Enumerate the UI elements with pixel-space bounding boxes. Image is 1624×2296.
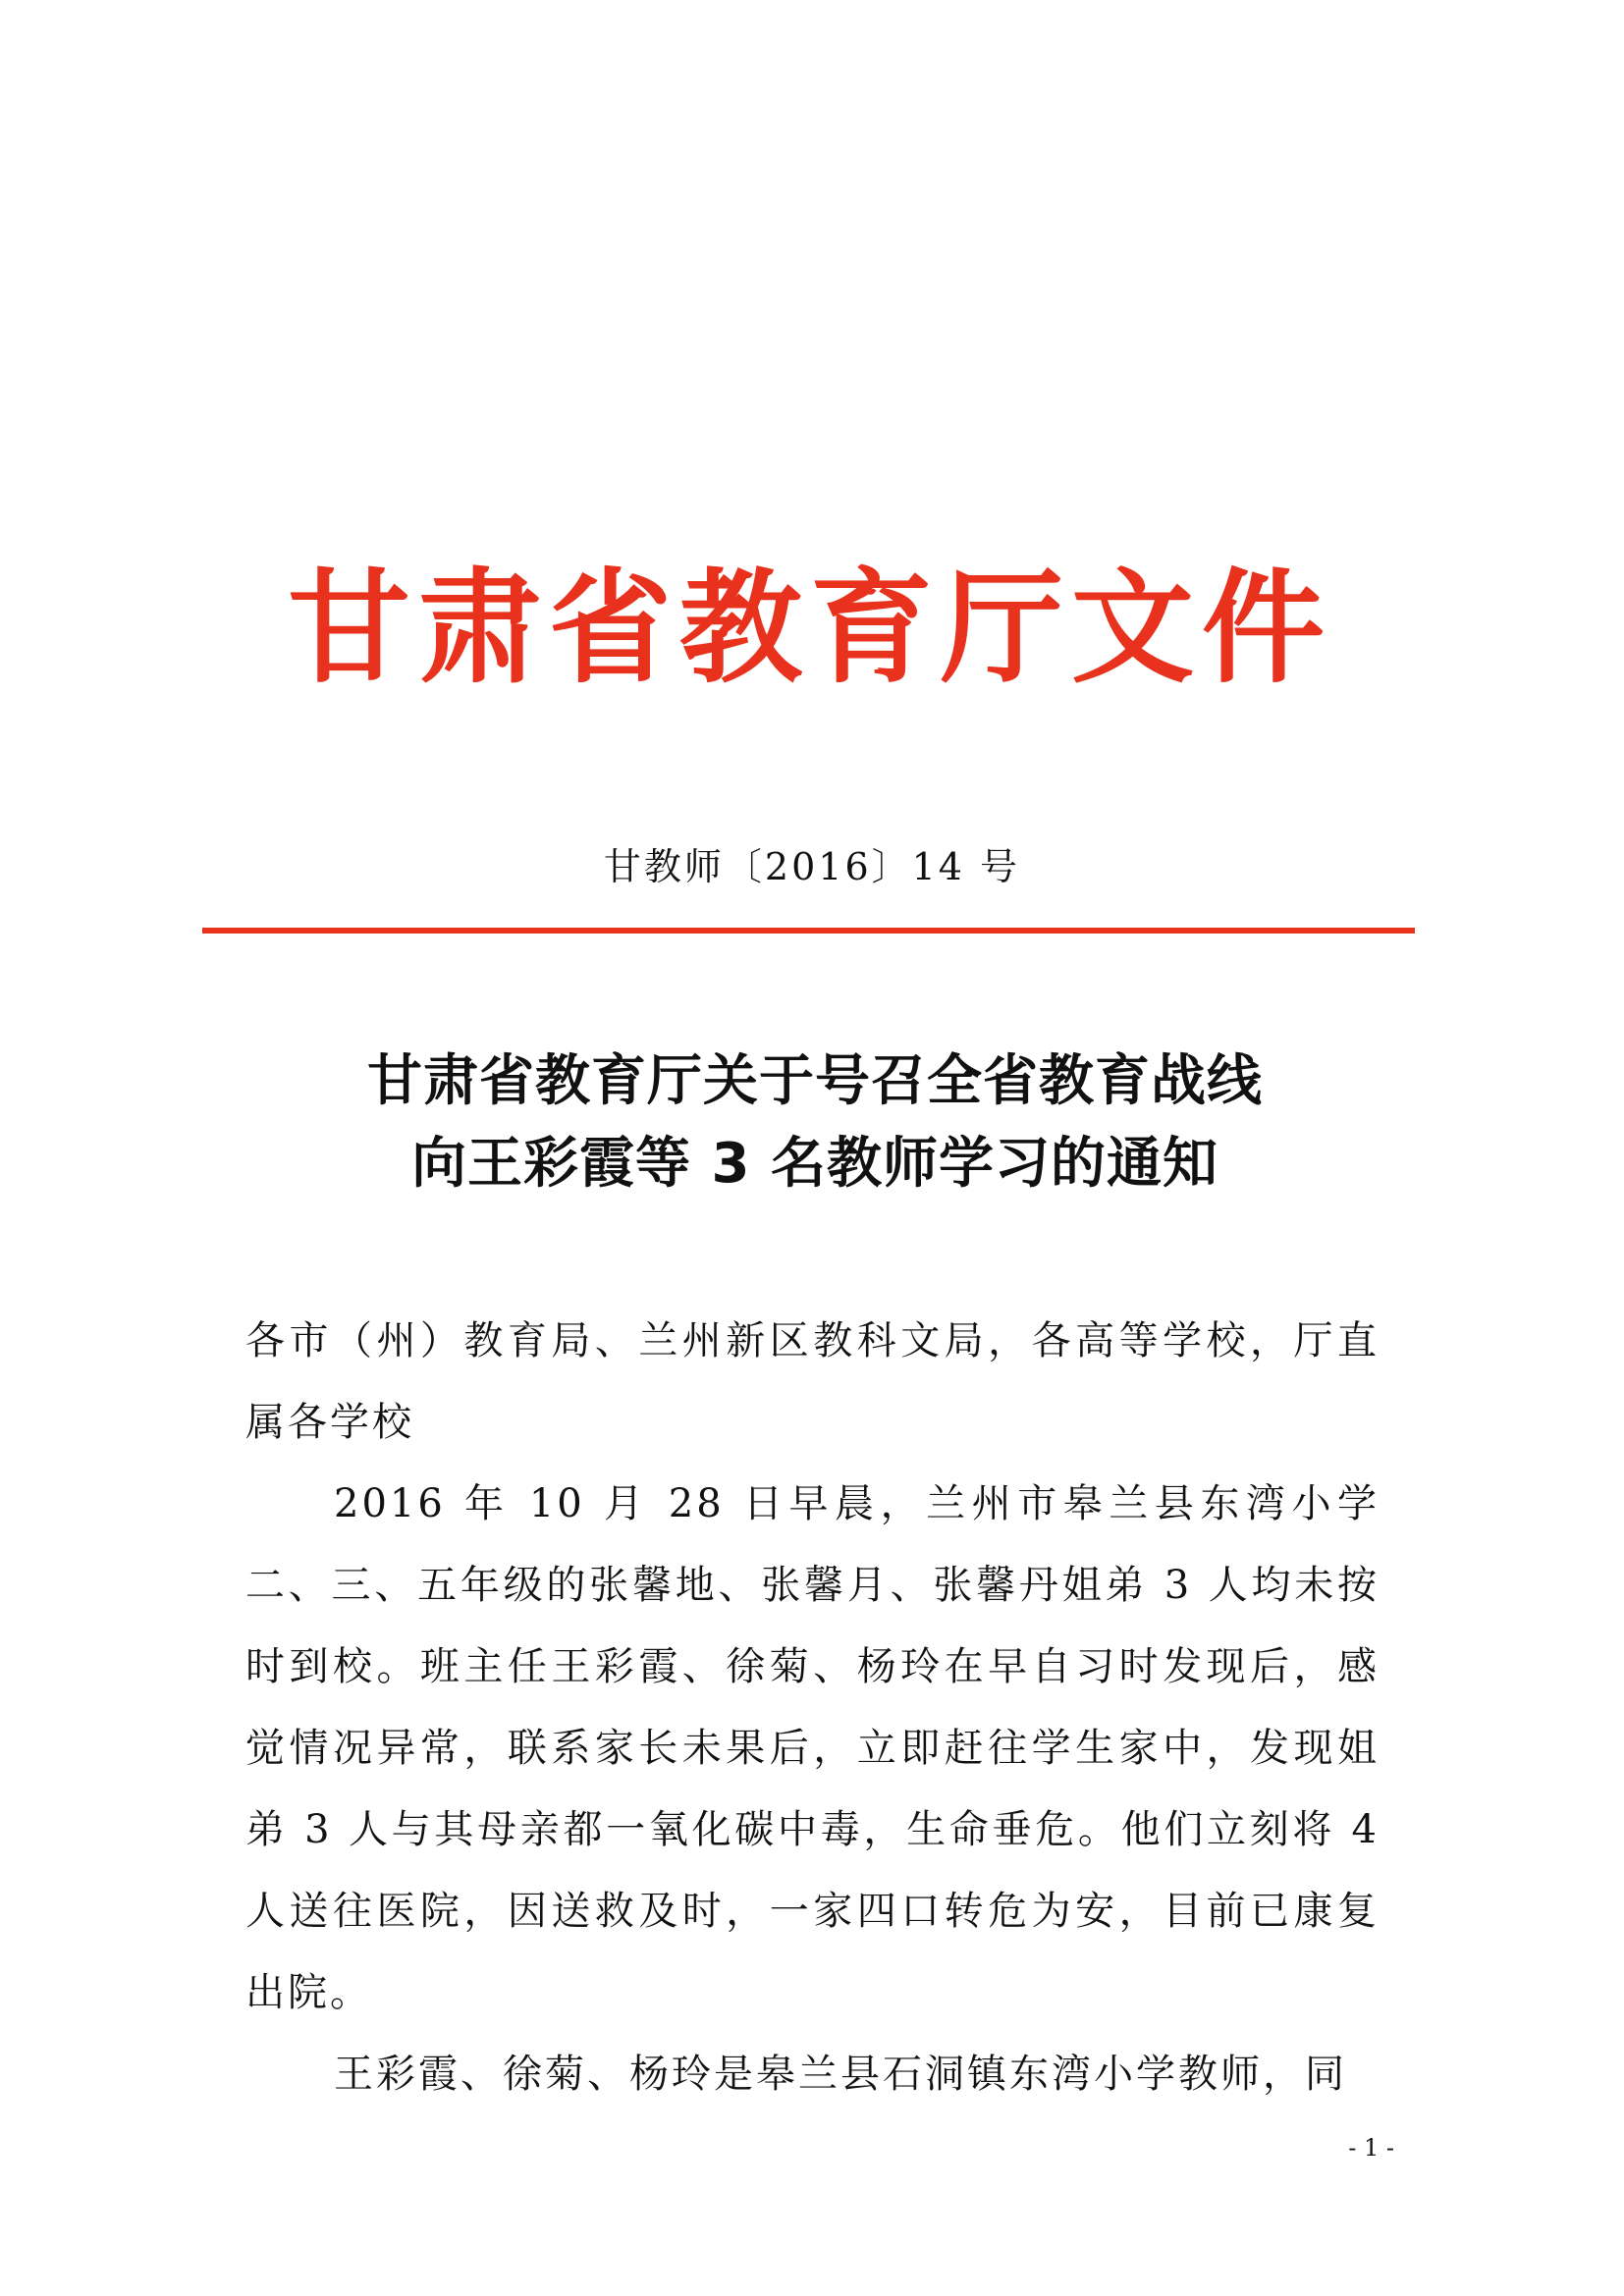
notice-title-line-1: 甘肃省教育厅关于号召全省教育战线 [367,1049,1263,1113]
notice-title [196,1041,1434,1205]
notice-title-line-2: 向王彩霞等 3 名教师学习的通知 [411,1132,1218,1196]
body-paragraph-2: 王彩霞、徐菊、杨玲是皋兰县石洞镇东湾小学教师，同 [334,2052,1347,2097]
addressee-line: 各市（州）教育局、兰州新区教科文局，各高等学校，厅直属各学校 [245,1318,1380,1445]
red-divider-line [202,928,1415,934]
page-number: - 1 - [1348,2134,1394,2162]
issuing-authority-header: 甘肃省教育厅文件 [288,557,1332,700]
document-number: 甘教师〔2016〕14 号 [603,845,1021,888]
body-paragraph-1: 2016 年 10 月 28 日早晨，兰州市皋兰县东湾小学二、三、五年级的张馨地、张馨月、张馨丹姐弟 3 人均未按时到校。班主任王彩霞、徐菊、杨玲在早自习时发现后，感觉情况异常，联系家长未果后，立即赶往学生家中，发现姐弟 3 人与其母亲都一氧化碳中毒，生命垂危。他们立刻将 4 人送往医院，因送救及时，一家四口转危为安，目前已康复出院。 [245,1481,1380,2015]
notice-body [245,1301,1380,2115]
